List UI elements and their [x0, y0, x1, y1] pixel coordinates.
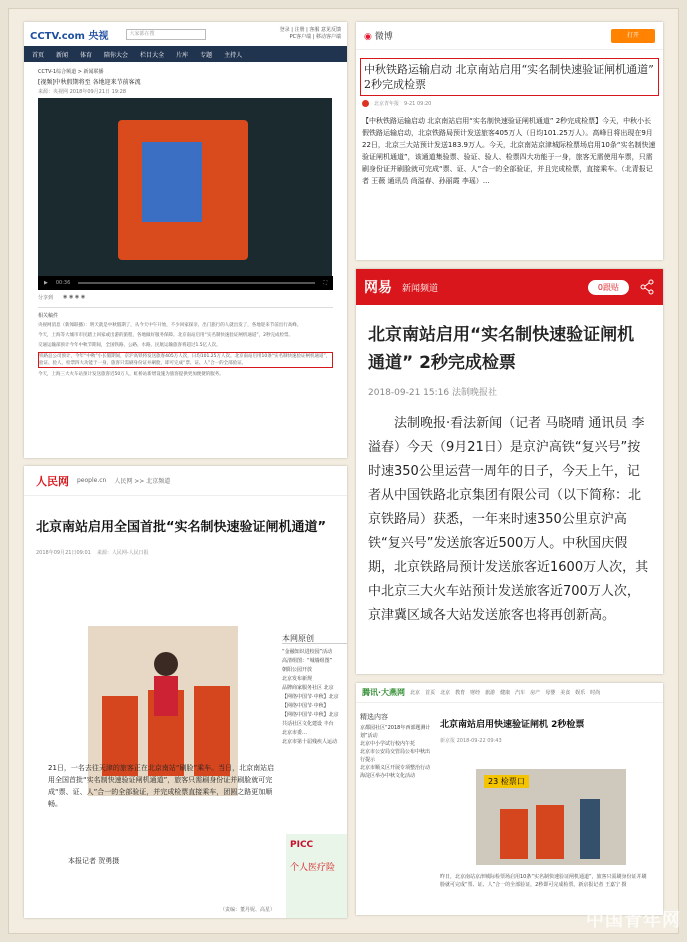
left-column: [360, 713, 432, 780]
comments-button[interactable]: 0跟贴: [588, 280, 629, 295]
video-player[interactable]: [38, 98, 332, 276]
video-controls: [38, 276, 333, 290]
paragraph: 交通运输部预计今年中秋节期间，全国铁路、公路、水路、民航运输旅客将超过1.5亿人次。: [38, 343, 221, 348]
open-button[interactable]: 打开: [611, 29, 655, 43]
photo-caption: 昨日，北京南站京津城际检票场启用10条“实名制快速验证闸机通道”，旅客只需刷身份证并刷脸就可完成“票、证、人”合一的全部验证，2秒即可完成检票。新京报记者 王嘉宁 摄: [440, 874, 647, 888]
search-input[interactable]: 大家都在搜: [126, 29, 206, 40]
nav-item[interactable]: 北京: [440, 690, 451, 696]
article-title: 北京南站启用全国首批“实名制快速验证闸机通道”: [36, 520, 327, 535]
weibo-title: 中秋铁路运输启动 北京南站启用“实名制快速验证闸机通道” 2秒完成检票: [360, 58, 659, 96]
breadcrumb[interactable]: CCTV-1综合频道 > 新闻联播: [38, 69, 104, 75]
editor-credit: （责编：董丹妮、高星）: [220, 907, 276, 913]
nav-item[interactable]: 专题: [200, 51, 213, 59]
people-screenshot: [24, 466, 347, 918]
nav-item[interactable]: 房产: [530, 690, 541, 696]
left-item[interactable]: 海淀区举办中秋文化活动: [360, 773, 416, 779]
sidebar-item[interactable]: 品牌商家服务社区 北京: [282, 685, 334, 691]
left-item[interactable]: 北京市顺义区开展专项整治行动: [360, 765, 431, 771]
sidebar-item[interactable]: 北京发布新规: [282, 676, 313, 682]
tencent-screenshot: [356, 683, 663, 915]
article-title: 北京南站启用“实名制快速验证闸机通道” 2秒完成检票: [368, 325, 635, 373]
nav-item[interactable]: 首页: [32, 51, 45, 59]
cctv-screenshot: [24, 22, 347, 458]
article-meta: 新京报 2018-09-22 09:43: [440, 738, 502, 744]
source-avatar: [362, 100, 369, 107]
city-tag: 北京: [410, 690, 421, 696]
related-heading: 相关稿件: [38, 307, 333, 319]
progress-bar[interactable]: [78, 282, 315, 284]
channel-label[interactable]: 新闻频道: [402, 283, 439, 294]
weibo-logo[interactable]: ◉ 微博: [364, 32, 393, 42]
reporter-credit: 本报记者 贺勇摄: [68, 857, 120, 865]
netease-screenshot: [356, 269, 663, 674]
nav-item[interactable]: 娱乐: [575, 690, 586, 696]
paragraph: 央视网消息（新闻联播）：明天就是中秋假期了，从今天中午开始，不少回家探亲、出门旅行的人就出发了，各地迎来节前出行高峰。: [38, 323, 302, 328]
top-links[interactable]: 登录 | 注册 | 客服 意见反馈: [279, 27, 341, 33]
sidebar-item[interactable]: 北京市委…: [282, 730, 308, 736]
nav-item[interactable]: 体育: [80, 51, 93, 59]
people-site: people.cn: [77, 477, 107, 484]
nav-item[interactable]: 新闻: [56, 51, 69, 59]
netease-logo[interactable]: 网易: [364, 280, 392, 296]
play-icon[interactable]: ▶: [44, 280, 48, 286]
share-label[interactable]: 分享到: [38, 295, 54, 301]
nav-item[interactable]: 栏目大全: [140, 51, 165, 59]
left-item[interactable]: 京都园社区“2018年西部题测计划”活动: [360, 725, 431, 739]
article-photo: [476, 769, 626, 865]
nav-item[interactable]: 财经: [470, 690, 481, 696]
share-icons[interactable]: ◉ ◉ ◉ ◉: [63, 294, 86, 300]
nav-item[interactable]: 主持人: [224, 51, 243, 59]
paragraph: 今天，上海等大城市市民踏上回家或出游的旅程，各地做好服务保障。北京南站启用“实名制快速验证闸机通道”，2秒完成检票。: [38, 333, 294, 338]
weibo-eye-icon: ◉: [364, 32, 372, 42]
sidebar-item[interactable]: 【网络中国节·中秋】北京: [282, 712, 339, 718]
left-title: 精选内容: [360, 713, 388, 721]
nav-item[interactable]: 美食: [560, 690, 571, 696]
video-meta: 来源：央视网 2018年09月21日 19:28: [38, 89, 127, 95]
article-title: 北京南站启用快速验证闸机 2秒检票: [440, 720, 585, 730]
share-icon[interactable]: [639, 279, 655, 295]
left-item[interactable]: 北京市公安局交管局公布中秋出行提示: [360, 749, 431, 763]
article-meta: 2018-09-21 15:16 法制晚报社: [368, 388, 497, 398]
people-logo[interactable]: 人民网: [36, 474, 69, 488]
left-item[interactable]: 北京中小学试行校内午托: [360, 741, 416, 747]
highlighted-paragraph: 铁路总公司预计，今年“中秋”小长假期间，京沪高铁将发送旅客405万人次，日均101.25万人次。北京南站启用10条“实名制快速验证闸机通道”，验证、验人、检票四大功能于一身，旅客只需刷身份证并刷脸，即可完成“票、证、人”合一的全部验证。: [38, 352, 333, 368]
video-time: 00:36: [55, 280, 71, 286]
sidebar-item[interactable]: “金融知识进校园”活动: [282, 649, 333, 655]
watermark: 中国青年网: [586, 910, 681, 931]
sidebar: [282, 634, 347, 747]
article-body: 法制晚报·看法新闻（记者 马晓晴 通讯员 李溢春）今天（9月21日）是京沪高铁“复兴号”按时速350公里运营一周年的日子，今天上午，记者从中国铁路北京集团有限公司（以下简称：北京铁路局）获悉，一年来时速350公里京沪高铁“复兴号”发送旅客近500万人。中秋国庆假期，北京铁路局预计发送旅客近1600万人次，其中北京三大火车站预计发送旅客近700万人次，京津冀区域各大站发送旅客也将再创新高。: [368, 416, 649, 623]
app-links[interactable]: PC客户端 | 移动客户端: [289, 34, 341, 40]
sidebar-item[interactable]: 【网络中国节·中秋】: [282, 703, 329, 709]
tencent-logo[interactable]: 腾讯·大燕网: [362, 688, 406, 697]
ad-banner[interactable]: [286, 834, 347, 918]
nav-item[interactable]: 教育: [455, 690, 466, 696]
nav-item[interactable]: 母婴: [545, 690, 556, 696]
article-source[interactable]: 来源：人民网-人民日报: [96, 550, 149, 556]
weibo-body: 【中秋铁路运输启动 北京南站启用“实名制快速验证闸机通道” 2秒完成检票】今天，中秋小长假铁路运输启动，北京铁路局预计发送旅客405万人（日均101.25万人）。高峰日将出现在9月22日，北京三大站预计发送183.9万人。今天，北京南站京津城际检票场启用10条“实名制快速验证闸机通道”，该通道集验票、验证、验人、检票四大功能于一身，旅客无需使用车票，只需刷身份证并刷脸就可完成“票、证、人”合一的全部验证，并且完成检票，直接乘车。（北青报记者 王薇 通讯员 尚溢春、孙丽霞 李瑶）...: [362, 117, 656, 185]
gate-machine-image: [118, 120, 248, 260]
platform-sign: 23 检票口: [484, 775, 529, 788]
paragraph: 今天，上海三大火车站预计发送旅客近50万人，虹桥站新增设施为旅客提供更加便捷的服务。: [38, 372, 224, 377]
main-nav: [24, 46, 347, 62]
nav-item[interactable]: 健康: [500, 690, 511, 696]
nav-item[interactable]: 时尚: [590, 690, 601, 696]
source-name[interactable]: 北京青年报: [374, 101, 400, 107]
nav-item[interactable]: 陪你大会: [104, 51, 129, 59]
nav-item[interactable]: 片库: [176, 51, 189, 59]
post-time: 9-21 09:20: [404, 100, 432, 107]
nav-item[interactable]: 旅游: [485, 690, 496, 696]
article-date: 2018年09月21日09:01: [36, 550, 91, 556]
sidebar-item[interactable]: 北京市第十届残疾人运动: [282, 739, 338, 745]
article-body: 21日，一名去往天津的旅客正在北京南站“刷脸”乘车。当日，北京南站启用全国首批“实名制快速验证闸机通道”，旅客只需刷身份证并刷脸就可完成“票、证、人”合一的全部验证，并完成检票直接乘车，团圆之路更加顺畅。: [48, 764, 275, 808]
sidebar-item[interactable]: 【网络中国节·中秋】北京: [282, 694, 339, 700]
breadcrumb[interactable]: 人民网 >> 北京频道: [114, 478, 171, 485]
sidebar-item[interactable]: 朝阳公园开放: [282, 667, 313, 673]
weibo-screenshot: [356, 22, 663, 260]
sidebar-title: 本网原创: [282, 634, 347, 644]
ad-text: 个人医疗险: [290, 863, 336, 873]
video-title: [视频]中秋假期将至 各地迎来节前客流: [38, 79, 141, 86]
fullscreen-icon[interactable]: ⛶: [323, 280, 327, 286]
nav-item[interactable]: 首页: [425, 690, 436, 696]
sidebar-item[interactable]: 共话社区文化建设 丰台: [282, 721, 334, 727]
nav-item[interactable]: 汽车: [515, 690, 526, 696]
ad-brand: PICC: [290, 840, 314, 850]
sidebar-item[interactable]: 高清组图：“城墙组图”: [282, 658, 333, 664]
cctv-logo[interactable]: CCTV.com 央视: [30, 30, 109, 42]
